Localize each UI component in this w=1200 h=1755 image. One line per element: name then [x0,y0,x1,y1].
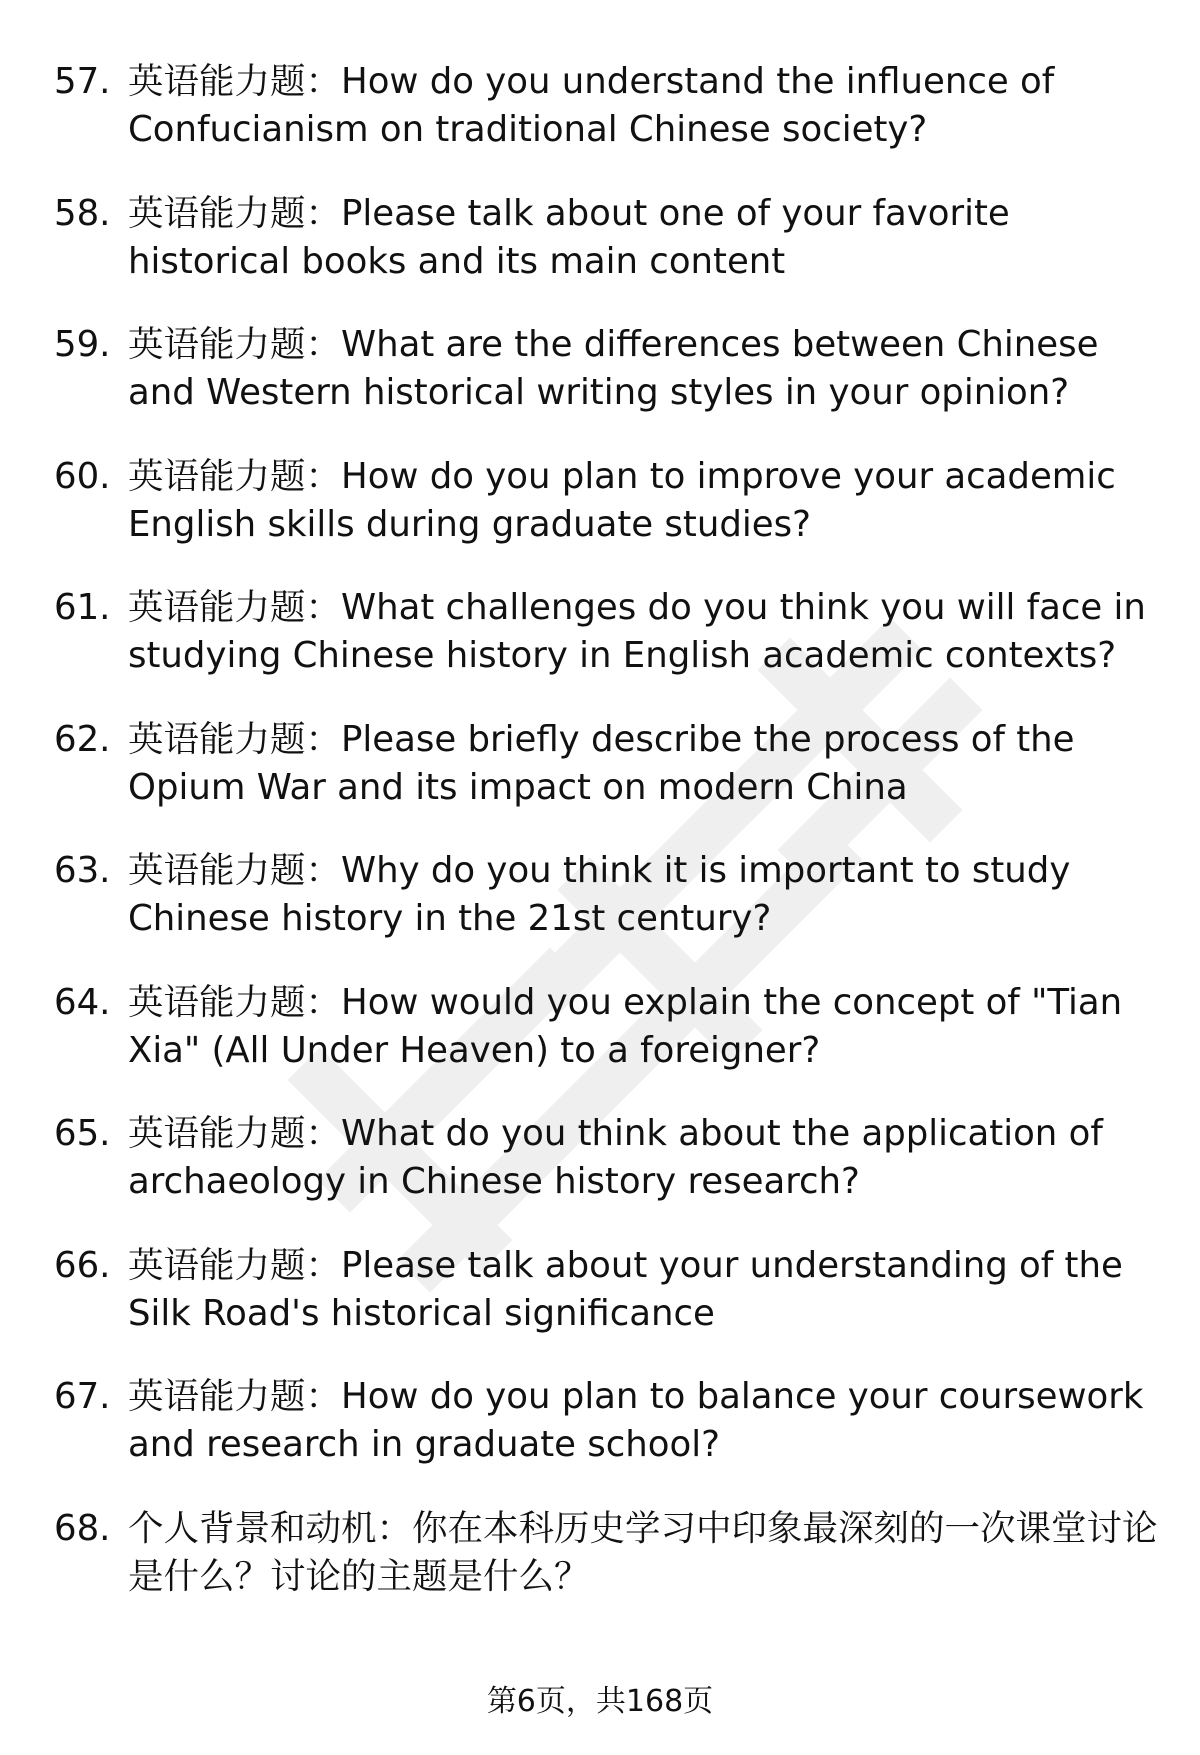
question-number: 59. [54,324,111,365]
question-text: 英语能力题：What challenges do you think you will face in studying Chinese history in English academic contexts? [128,587,1146,676]
question-item-65 [0,1110,1200,1242]
question-text: 英语能力题：How do you plan to balance your coursework and research in graduate school? [128,1376,1144,1465]
question-item-59 [0,321,1200,453]
question-item-60 [0,453,1200,585]
question-text: 英语能力题：Please talk about one of your favorite historical books and its main content [128,192,1010,282]
question-item-62 [0,716,1200,848]
question-item-66 [0,1242,1200,1374]
question-number: 65. [54,1113,111,1154]
question-item-67 [0,1373,1200,1505]
question-text: 英语能力题：Please talk about your understanding of the Silk Road's historical significance [128,1244,1123,1334]
question-item-68 [0,1505,1200,1637]
question-item-64 [0,979,1200,1111]
question-number: 67. [54,1376,111,1417]
question-text: 英语能力题：How do you understand the influence of Confucianism on traditional Chinese society? [128,61,1055,150]
question-text: 英语能力题：How do you plan to improve your academic English skills during graduate studies? [128,455,1116,545]
question-text: 个人背景和动机：你在本科历史学习中印象最深刻的一次课堂讨论是什么？讨论的主题是什么？ [128,1507,1158,1597]
question-list [0,58,1200,1636]
question-item-58 [0,190,1200,322]
question-number: 63. [54,850,111,891]
question-number: 64. [54,981,111,1023]
page-footer: 第6页，共168页 [486,1684,714,1719]
question-text: 英语能力题：How would you explain the concept of "Tian Xia" (All Under Heaven) to a foreigner? [128,981,1123,1071]
question-number: 58. [54,192,111,234]
question-number: 57. [54,61,111,102]
question-text: 英语能力题：Please briefly describe the process of the Opium War and its impact on modern China [128,718,1075,808]
question-number: 60. [54,455,111,497]
question-text: 英语能力题：Why do you think it is important to study Chinese history in the 21st century? [128,850,1071,939]
question-number: 62. [54,718,111,760]
question-text: 英语能力题：What do you think about the application of archaeology in Chinese history research? [128,1113,1103,1202]
question-item-57 [0,58,1200,190]
question-text: 英语能力题：What are the differences between Chinese and Western historical writing styles in your opinion? [128,324,1099,413]
question-item-63 [0,847,1200,979]
question-number: 61. [54,587,111,628]
question-item-61 [0,584,1200,716]
question-number: 66. [54,1244,111,1286]
question-number: 68. [54,1507,111,1549]
